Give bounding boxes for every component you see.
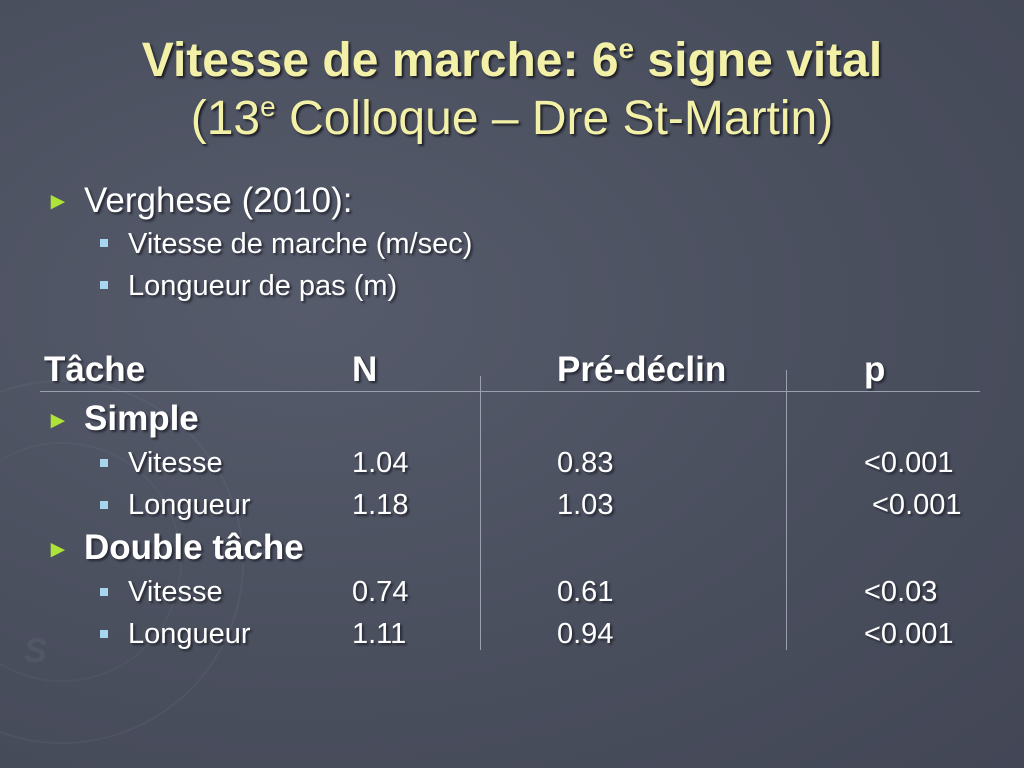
background-compass-letter: S [24,632,47,670]
bullet-sub-1: Vitesse de marche (m/sec) [128,228,473,260]
title-line-1-superscript: e [618,33,635,64]
row-n: 0.74 [352,576,409,608]
header-p: p [864,350,886,389]
square-bullet-icon [100,281,108,289]
triangle-bullet-icon: ► [46,188,70,215]
title-line-1-text-end: signe vital [634,34,883,87]
square-bullet-icon [100,588,108,596]
square-bullet-icon [100,501,108,509]
row-task: Longueur [128,618,251,650]
row-pre-declin: 0.94 [557,618,614,650]
title-line-2-text: (13 [190,92,261,145]
row-p-value: <0.001 [872,489,962,521]
row-task: Vitesse [128,447,223,479]
row-pre-declin: 1.03 [557,489,614,521]
slide-title [0,32,1024,148]
header-pre-declin: Pré-déclin [557,350,727,389]
table-column-divider [480,376,481,650]
triangle-bullet-icon: ► [46,407,70,434]
row-n: 1.18 [352,489,409,521]
row-task: Vitesse [128,576,223,608]
title-line-2-text-end: Colloque – Dre St-Martin) [275,92,834,145]
row-pre-declin: 0.83 [557,447,614,479]
row-p-value: <0.001 [864,618,954,650]
header-n: N [352,350,378,389]
table-column-divider [786,370,787,650]
title-line-1 [0,32,1024,90]
row-p-value: <0.03 [864,576,938,608]
row-p-value: <0.001 [864,447,954,479]
table-header-divider [40,391,980,392]
section-label-simple: Simple [84,399,199,438]
row-n: 1.04 [352,447,409,479]
row-n: 1.11 [352,618,407,650]
square-bullet-icon [100,239,108,247]
triangle-bullet-icon: ► [46,536,70,563]
row-pre-declin: 0.61 [557,576,614,608]
bullet-sub-2: Longueur de pas (m) [128,270,398,302]
square-bullet-icon [100,630,108,638]
square-bullet-icon [100,459,108,467]
row-task: Longueur [128,489,251,521]
header-tache: Tâche [44,350,146,389]
title-line-1-text: Vitesse de marche: 6 [141,34,619,87]
section-label-double-tache: Double tâche [84,528,304,567]
title-line-2 [0,90,1024,148]
bullet-main: Verghese (2010): [84,181,353,220]
title-line-2-superscript: e [260,91,276,122]
